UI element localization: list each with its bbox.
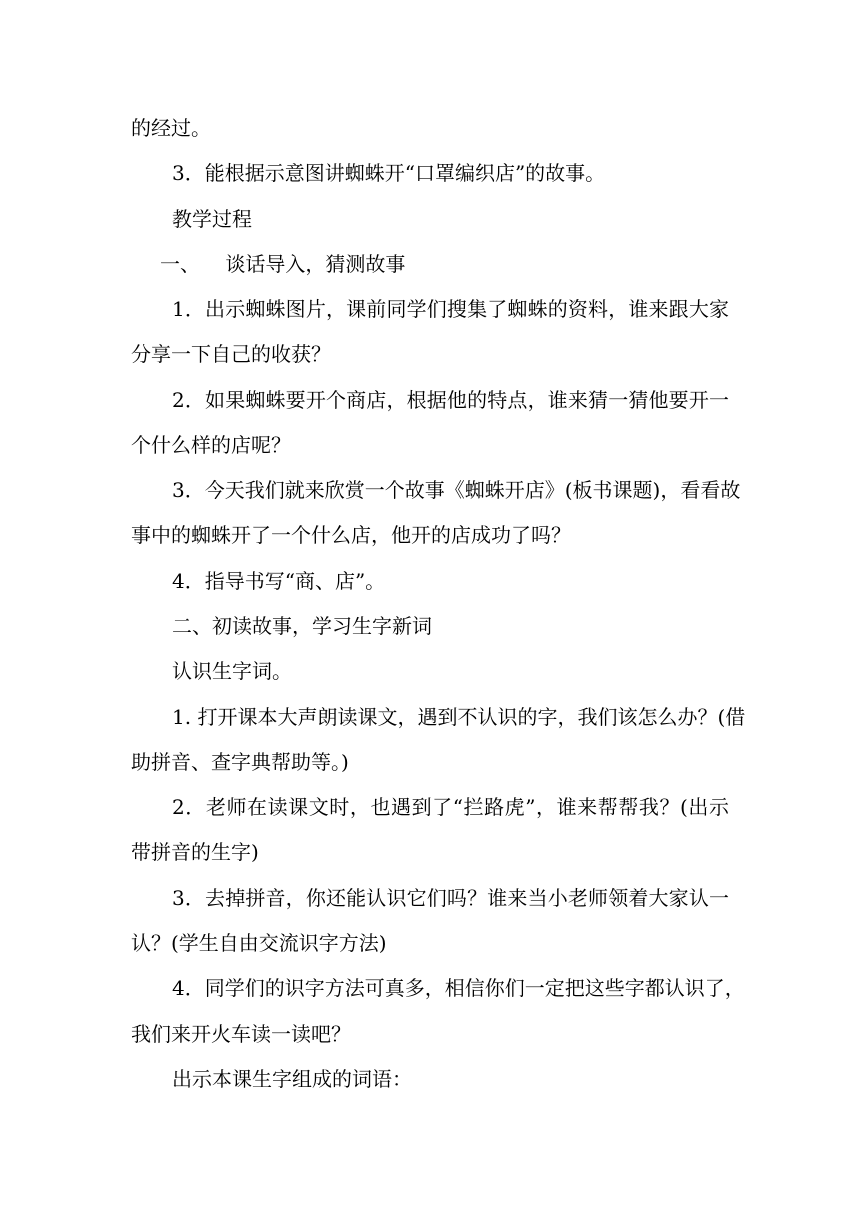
paragraph-line: 1. 打开课本大声朗读课文，遇到不认识的字，我们该怎么办？(借	[172, 705, 746, 729]
section-heading-2: 二、初读故事，学习生字新词	[172, 614, 432, 638]
paragraph-line: 助拼音、查字典帮助等。)	[131, 750, 349, 774]
objective-3: 3．能根据示意图讲蜘蛛开“口罩编织店”的故事。	[172, 161, 606, 185]
section-heading-1: 一、 谈话导入，猜测故事	[160, 252, 406, 276]
paragraph-line: 2．老师在读课文时，也遇到了“拦路虎”，谁来帮帮我？(出示	[172, 795, 729, 819]
paragraph-line: 4．同学们的识字方法可真多，相信你们一定把这些字都认识了，	[172, 976, 745, 1000]
section-heading-teaching-process: 教学过程	[172, 207, 252, 231]
paragraph-line: 1．出示蜘蛛图片，课前同学们搜集了蜘蛛的资料，谁来跟大家	[172, 297, 729, 321]
paragraph-line: 4．指导书写“商、店”。	[172, 569, 386, 593]
paragraph-line: 3．去掉拼音，你还能认识它们吗？谁来当小老师领着大家认一	[172, 886, 729, 910]
paragraph-line: 我们来开火车读一读吧？	[131, 1022, 351, 1046]
paragraph-line: 个什么样的店呢？	[131, 433, 291, 457]
text-line: 的经过。	[131, 116, 211, 140]
paragraph-line: 3．今天我们就来欣赏一个故事《蜘蛛开店》(板书课题)，看看故	[172, 478, 741, 502]
paragraph-line: 出示本课生字组成的词语：	[172, 1067, 412, 1091]
paragraph-line: 带拼音的生字)	[131, 840, 259, 864]
paragraph-line: 事中的蜘蛛开了一个什么店，他开的店成功了吗？	[131, 523, 571, 547]
paragraph-line: 分享一下自己的收获？	[131, 342, 331, 366]
paragraph-line: 认？(学生自由交流识字方法)	[131, 931, 387, 955]
paragraph-line: 2．如果蜘蛛要开个商店，根据他的特点，谁来猜一猜他要开一	[172, 388, 729, 412]
paragraph-line: 认识生字词。	[172, 659, 292, 683]
